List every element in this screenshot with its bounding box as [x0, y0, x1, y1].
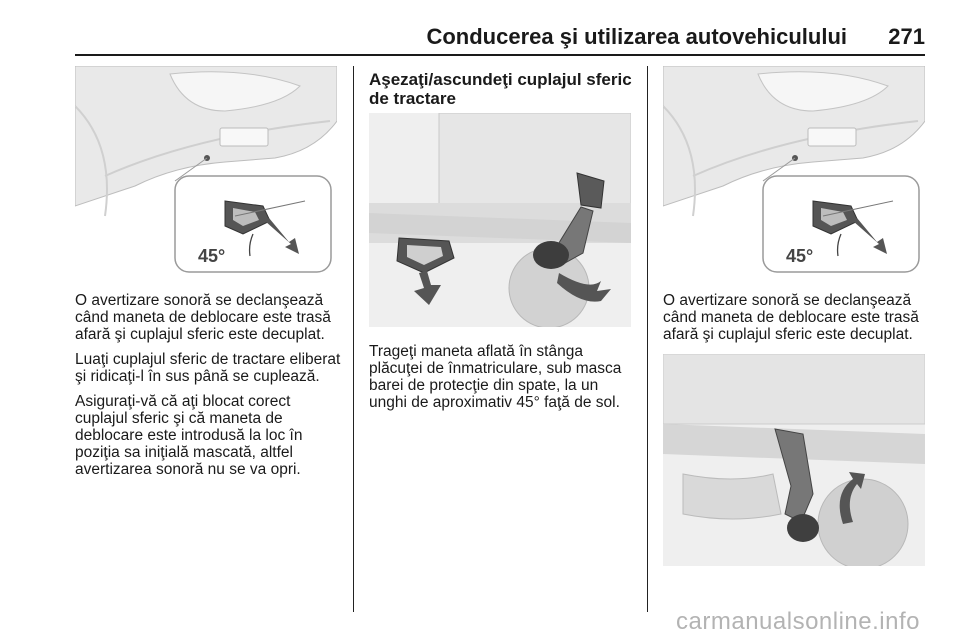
column-2-text	[369, 343, 639, 419]
release-lever-figure-2	[663, 66, 925, 276]
pull-lever-figure	[369, 113, 631, 327]
pull-lever-paragraph: Trageţi maneta aflată în stânga plăcuţei de înmatriculare, sub masca barei de protecţie din spate, la un unghi de aproximativ 45° faţă de sol.	[369, 343, 622, 411]
watermark: carmanualsonline.info	[676, 608, 920, 635]
angle-label-1: 45°	[198, 246, 226, 266]
warning-paragraph-1: O avertizare sonoră se declanşează când maneta de deblocare este trasă afară şi cuplajul sferic este decuplat.	[75, 292, 331, 343]
column-divider-2	[647, 66, 648, 612]
column-1-text	[75, 292, 345, 486]
ball-coupling-figure	[663, 354, 925, 566]
header-rule	[75, 54, 925, 56]
warning-paragraph-2: O avertizare sonoră se declanşează când maneta de deblocare este trasă afară şi cuplajul sferic este decuplat.	[663, 292, 919, 343]
lock-coupling-paragraph: Asiguraţi-vă că aţi blocat corect cuplajul sferic şi că maneta de deblocare este introdusă la loc în poziţia sa iniţială mascată, altfel avertizarea sonoră nu se va opri.	[75, 393, 303, 478]
header-title: Conducerea şi utilizarea autovehiculului	[426, 24, 847, 49]
section-heading: Aşezaţi/ascundeţi cuplajul sferic de tractare	[369, 70, 632, 108]
page-header	[75, 18, 925, 48]
release-lever-figure-1	[75, 66, 337, 276]
page-number: 271	[888, 24, 925, 49]
column-divider-1	[353, 66, 354, 612]
column-3-text	[663, 292, 933, 351]
raise-coupling-paragraph: Luaţi cuplajul sferic de tractare eliberat şi ridicaţi-l în sus până se cuplează.	[75, 351, 341, 385]
angle-label-2: 45°	[786, 246, 814, 266]
